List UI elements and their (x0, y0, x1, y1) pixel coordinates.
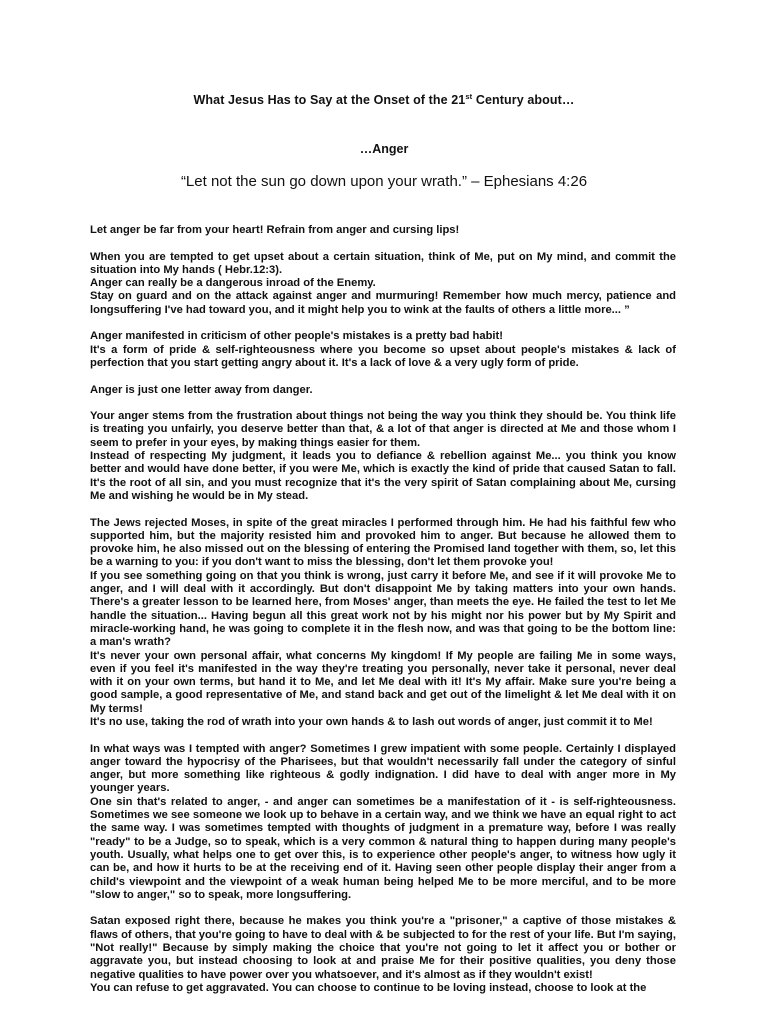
body-paragraph: Let anger be far from your heart! Refrain from anger and cursing lips! (90, 224, 460, 236)
body-paragraph: Anger is just one letter away from danger. (90, 383, 313, 396)
body-paragraph: Anger manifested in criticism of other people's mistakes is a pretty bad habit! (90, 330, 503, 343)
scripture-quote: “Let not the sun go down upon your wrath.” – Ephesians 4:26 (180, 173, 588, 190)
body-paragraph: If you see something going on that you think is wrong, just carry it before Me, and see if it will provoke Me to anger, and I will deal with it accordingly. But don't disappoint Me by taking matters into your own hands. There's a greater lesson to be learned here, from Moses' anger, than meets the eye. He failed the test to let Me handle the situation... Having begun all this great work not by his might nor his power but by My Spirit and miracle-working hand, he was going to complete it in the flesh now, and was that going to be the bottom line: a man's wrath? (90, 569, 676, 649)
body-paragraph: Anger can really be a dangerous inroad of the Enemy. (90, 277, 376, 290)
body-paragraph: When you are tempted to get upset about a certain situation, think of Me, put on My mind, and commit the situation into My hands ( Hebr.12:3). (90, 250, 676, 276)
body-paragraph: Satan exposed right there, because he makes you think you're a "prisoner," a captive of those mistakes & flaws of others, that you're going to have to deal with & be subjected to for the rest of your life. But I'm saying, "Not really!" Because by simply making the choice that you're not going to let it affect you or bother or aggravate you, but instead choosing to look at and praise Me for their positive qualities, you deny those negative qualities to have power over you whatsoever, and it's almost as if they wouldn't exist! (90, 915, 676, 981)
body-paragraph: You can refuse to get aggravated. You can choose to continue to be loving instead, choose to look at the (90, 981, 647, 994)
body-paragraph: It's no use, taking the rod of wrath into your own hands & to lash out words of anger, just commit it to Me! (90, 715, 653, 728)
body-paragraph: It's never your own personal affair, what concerns My kingdom! If My people are failing Me in some ways, even if you feel it's manifested in the way they're treating you personally, never take it personal, never deal with it on your own terms, but hand it to Me, and let Me deal with it! It's My affair. Make sure you're being a good sample, a good representative of Me, and stand back and get out of the limelight & let Me deal with it on My terms! (90, 649, 676, 715)
document-body (90, 224, 676, 995)
document-title (0, 92, 768, 107)
document-subtitle: …Anger (359, 142, 409, 156)
title-text: What Jesus Has to Say at the Onset of the 21 (193, 93, 466, 107)
title-text-end: Century about… (472, 93, 575, 107)
body-paragraph: Your anger stems from the frustration about things not being the way you think they should be. You think life is treating you unfairly, you deserve better than that, & a lot of that anger is directed at Me and those whom I seem to prefer in your eyes, by making things easier for them. (90, 410, 676, 449)
body-paragraph: Instead of respecting My judgment, it leads you to defiance & rebellion against Me... you think you know better and would have done better, if you were Me, which is exactly the kind of pride that caused Satan to fall. It's the root of all sin, and you must recognize that it's the very spirit of Satan complaining about Me, cursing Me and wishing he would be in My stead. (90, 450, 676, 502)
body-paragraph: Stay on guard and on the attack against anger and murmuring! Remember how much mercy, patience and longsuffering I've had toward you, and it might help you to wink at the faults of others a little more... ” (90, 290, 676, 316)
body-paragraph: One sin that's related to anger, - and anger can sometimes be a manifestation of it - is self-righteousness. Sometimes we see someone we look up to behave in a certain way, and we think we have an equal right to act the same way. I was sometimes tempted with thoughts of judgment in a premature way, before I was really "ready" to be a Judge, so to speak, which is a very common & natural thing to happen during many people's youth. Usually, what helps one to get over this, is to experience other people's anger, to witness how ugly it can be, and how it hurts to be at the receiving end of it. Having seen other people display their anger from a child's viewpoint and the viewpoint of a weak human being helped Me to be more merciful, and to be more "slow to anger," so to speak, more longsuffering. (90, 795, 676, 901)
title-superscript: st (465, 92, 473, 101)
body-paragraph: In what ways was I tempted with anger? Sometimes I grew impatient with some people. Certainly I displayed anger toward the hypocrisy of the Pharisees, but that wouldn't necessarily fall under the category of sinful anger, but more something like righteous & godly indignation. I did have to deal with anger more in My younger years. (90, 742, 676, 795)
body-paragraph: It's a form of pride & self-righteousness where you become so upset about people's mistakes & lack of perfection that you start getting angry about it. It's a lack of love & a very ugly form of pride. (90, 343, 676, 369)
body-paragraph: The Jews rejected Moses, in spite of the great miracles I performed through him. He had his faithful few who supported him, but the majority resisted him and provoked him to anger. But because he allowed them to provoke him, he also missed out on the blessing of entering the Promised land together with them, so, let this be a warning to you: if you don't want to miss the blessing, don't let them provoke you! (90, 516, 676, 569)
